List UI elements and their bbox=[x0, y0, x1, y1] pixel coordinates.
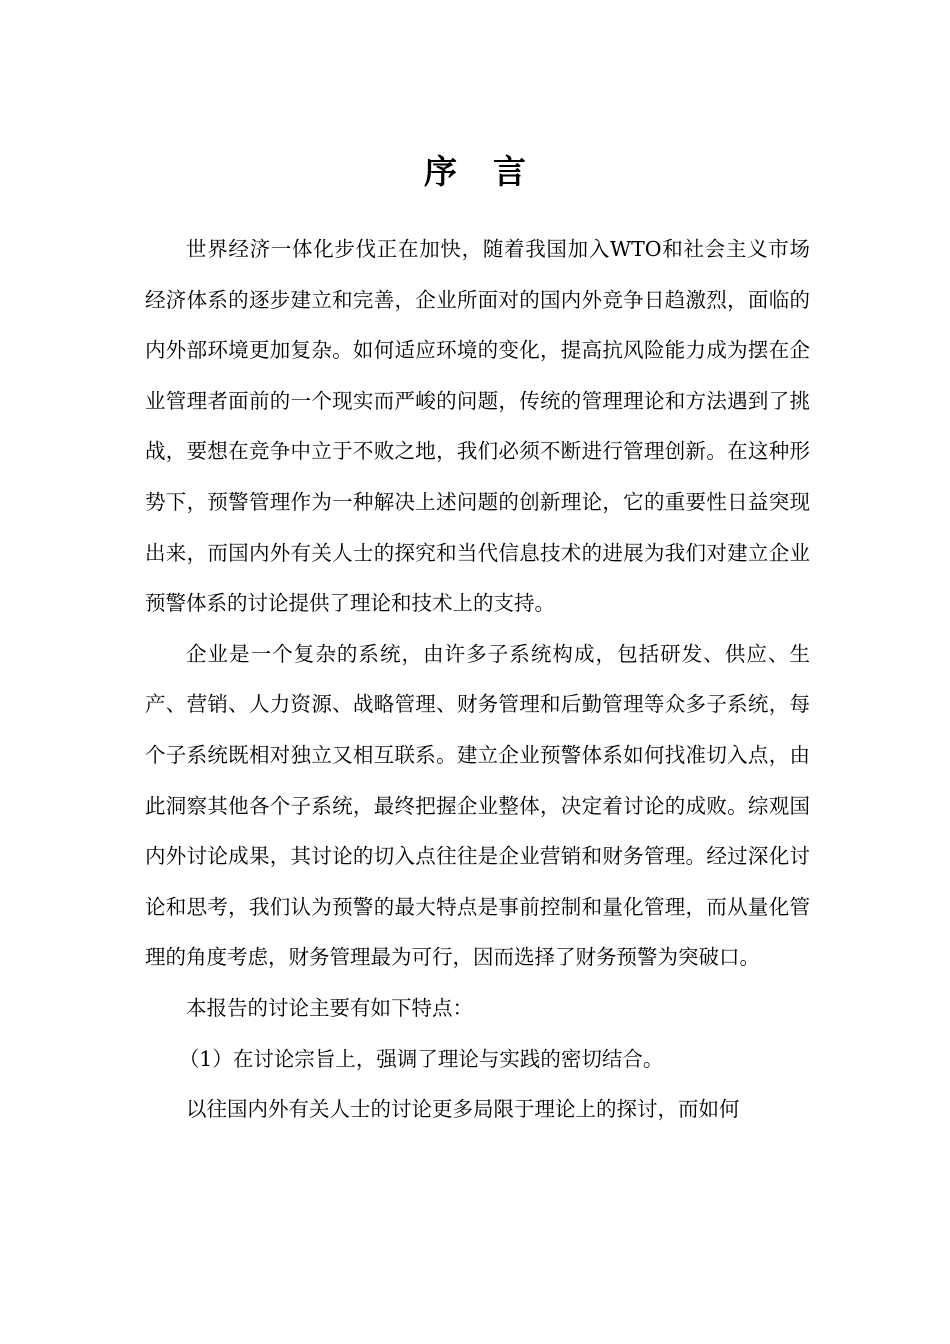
document-body bbox=[145, 224, 810, 1135]
paragraph-feature-1: （1）在讨论宗旨上，强调了理论与实践的密切结合。 bbox=[178, 1046, 664, 1071]
paragraph-intro: 世界经济一体化步伐正在加快，随着我国加入WTO和社会主义市场经济体系的逐步建立和完善，企业所面对的国内外竞争日趋激烈，面临的内外部环境更加复杂。如何适应环境的变化，提高抗风险能力成为摆在企业管理者面前的一个现实而严峻的问题，传统的管理理论和方法遇到了挑战，要想在竞争中立于不败之地，我们必须不断进行管理创新。在这种形势下，预警管理作为一种解决上述问题的创新理论，它的重要性日益突现出来，而国内外有关人士的探究和当代信息技术的进展为我们对建立企业预警体系的讨论提供了理论和技术上的支持。 bbox=[145, 237, 810, 616]
document-title: 序言 bbox=[424, 152, 562, 192]
paragraph-enterprise-system: 企业是一个复杂的系统，由许多子系统构成，包括研发、供应、生产、营销、人力资源、战略管理、财务管理和后勤管理等众多子系统，每个子系统既相对独立又相互联系。建立企业预警体系如何找准切入点，由此洞察其他各个子系统，最终把握企业整体，决定着讨论的成败。综观国内外讨论成果，其讨论的切入点往往是企业营销和财务管理。经过深化讨论和思考，我们认为预警的最大特点是事前控制和量化管理，而从量化管理的角度考虑，财务管理最为可行，因而选择了财务预警为突破口。 bbox=[145, 641, 810, 970]
paragraph-feature-1-detail: 以往国内外有关人士的讨论更多局限于理论上的探讨，而如何 bbox=[186, 1097, 740, 1122]
paragraph-features-intro: 本报告的讨论主要有如下特点： bbox=[186, 995, 473, 1020]
